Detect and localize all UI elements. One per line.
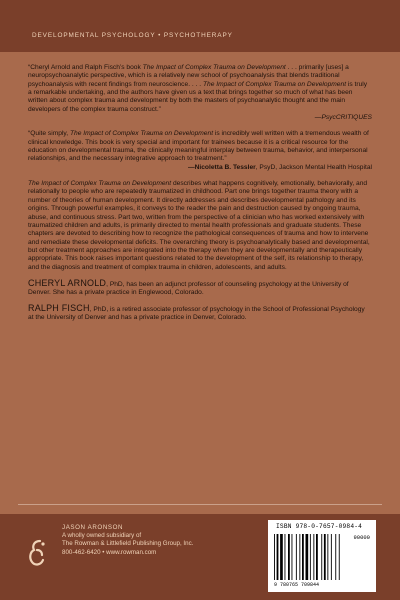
publisher-logo-svg xyxy=(26,538,48,568)
author-bio-text: , PhD, has been an adjunct professor of counseling psychology at the University of Denver. She has a private practice in Englewood, Colorado. xyxy=(28,280,349,297)
barcode-bar xyxy=(327,534,328,580)
barcode-bar xyxy=(280,534,283,580)
publisher-band xyxy=(0,514,400,600)
barcode-bar xyxy=(285,534,286,580)
book-title-italic: The Impact of Complex Trauma on Development xyxy=(142,64,286,71)
barcode-bar xyxy=(321,534,322,580)
reviewer-affiliation: , PsyD, Jackson Mental Health Hospital xyxy=(255,163,372,171)
price-code: 90000 xyxy=(353,534,370,541)
publisher-line: A wholly owned subsidiary of xyxy=(62,532,142,540)
author-name: RALPH FISCH xyxy=(28,302,90,313)
publisher-contact: 800-462-6420 • www.rowman.com xyxy=(62,548,157,556)
barcode-bar xyxy=(299,534,300,580)
publisher-line: The Rowman & Littlefield Publishing Group, Inc. xyxy=(62,540,194,548)
barcode-bar xyxy=(296,534,297,580)
category-label: DEVELOPMENTAL PSYCHOLOGY • PSYCHOTHERAPY xyxy=(32,32,233,39)
author-bio xyxy=(28,279,372,298)
author-name: CHERYL ARNOLD xyxy=(28,277,107,288)
book-title-italic: The Impact of Complex Trauma on Development xyxy=(202,80,347,88)
barcode-bar xyxy=(292,534,293,580)
quote-attribution xyxy=(28,164,372,172)
top-band xyxy=(0,0,400,52)
barcode-bar xyxy=(277,534,279,580)
quote-attribution: —PsycCRITIQUES xyxy=(314,114,372,122)
barcode-bar xyxy=(339,534,340,580)
description-body: describes what happens cognitively, emotionally, behaviorally, and relationally to people who are repeatedly traumatized in childhood. Part one brings together trauma theory with a number of theories of human development. It directly addresses and describes developmental pathology and its origins. Through powerful examples, it conveys to the reader the pain and destruction caused by ongoing trauma, abuse, and continuous stress. Part two, written from the perspective of a clinician who has worked extensively with traumatized children and adults, is primarily directed to mental health professionals and graduate students. These chapters are devoted to describing how to recognize the pathological consequences of trauma and how to intervene and remediate these developmental deficits. The overarching theory is psychoanalytically based and developmental, but other treatment approaches are integrated into the therapy when they are developmentally and therapeutically appropriate. This book raises important questions related to the development of the self, its relationship to therapy, and the diagnosis and treatment of complex trauma in children, adolescents, and adults. xyxy=(28,180,370,271)
description-title: The Impact of Complex Trauma on Development xyxy=(28,180,172,188)
quote-text: “Quite simply, The Impact of Complex Trauma on Development is incredibly well written with a tremendous wealth of clinical knowledge. This book is very special and important for trainees because it is a critical resource for the education on developmental trauma, the clinically meaningful interplay between trauma, behavior, and interpersonal relationships, and the necessary integrative approach to treatment.” xyxy=(28,130,369,163)
barcode-bars xyxy=(274,534,344,582)
review-quote xyxy=(28,130,372,172)
publisher-name: JASON ARONSON xyxy=(62,524,124,531)
publisher-logo-icon xyxy=(26,538,48,568)
content-area xyxy=(28,64,372,328)
author-bio-text: , PhD, is a retired associate professor of psychology in the School of Professional Psychology at the University of Denver and has a private practice in Denver, Colorado. xyxy=(28,305,365,321)
publisher-info xyxy=(62,524,242,557)
barcode-bar xyxy=(335,534,336,580)
barcode-bar xyxy=(288,534,290,580)
isbn-label: ISBN 978-0-7657-0984-4 xyxy=(276,523,363,530)
barcode-bar xyxy=(310,534,311,580)
divider xyxy=(18,504,382,505)
author-bio xyxy=(28,304,372,323)
barcode-bar xyxy=(331,534,332,580)
barcode-bar xyxy=(274,534,275,580)
book-description xyxy=(28,180,372,272)
barcode-bar xyxy=(313,534,314,580)
quote-text: “Cheryl Arnold and Ralph Fisch’s book The Impact of Complex Trauma on Development . . . primarily [uses] a neuropsychoanalytic perspective, which is a relatively new school of psychoanalysis that blends traditional psychoanalysis with recent findings from neuroscience. . . . The Impact of Complex Trauma on Development is truly a remarkable undertaking, and the authors have given us a text that brings together so much of what has been written about complex trauma and development by both the masters of psychoanalytic thought and the main developers of the complex trauma construct.” xyxy=(28,64,368,113)
barcode-bar xyxy=(302,534,304,580)
barcode-bar xyxy=(306,534,309,580)
barcode xyxy=(268,520,376,592)
barcode-bar xyxy=(316,534,318,580)
review-quote xyxy=(28,64,372,122)
book-title-italic: The Impact of Complex Trauma on Development xyxy=(69,130,214,138)
barcode-number: 9 780765 709844 xyxy=(274,582,320,588)
reviewer-name: —Nicoletta B. Tessler xyxy=(187,163,256,171)
barcode-bar xyxy=(324,534,326,580)
